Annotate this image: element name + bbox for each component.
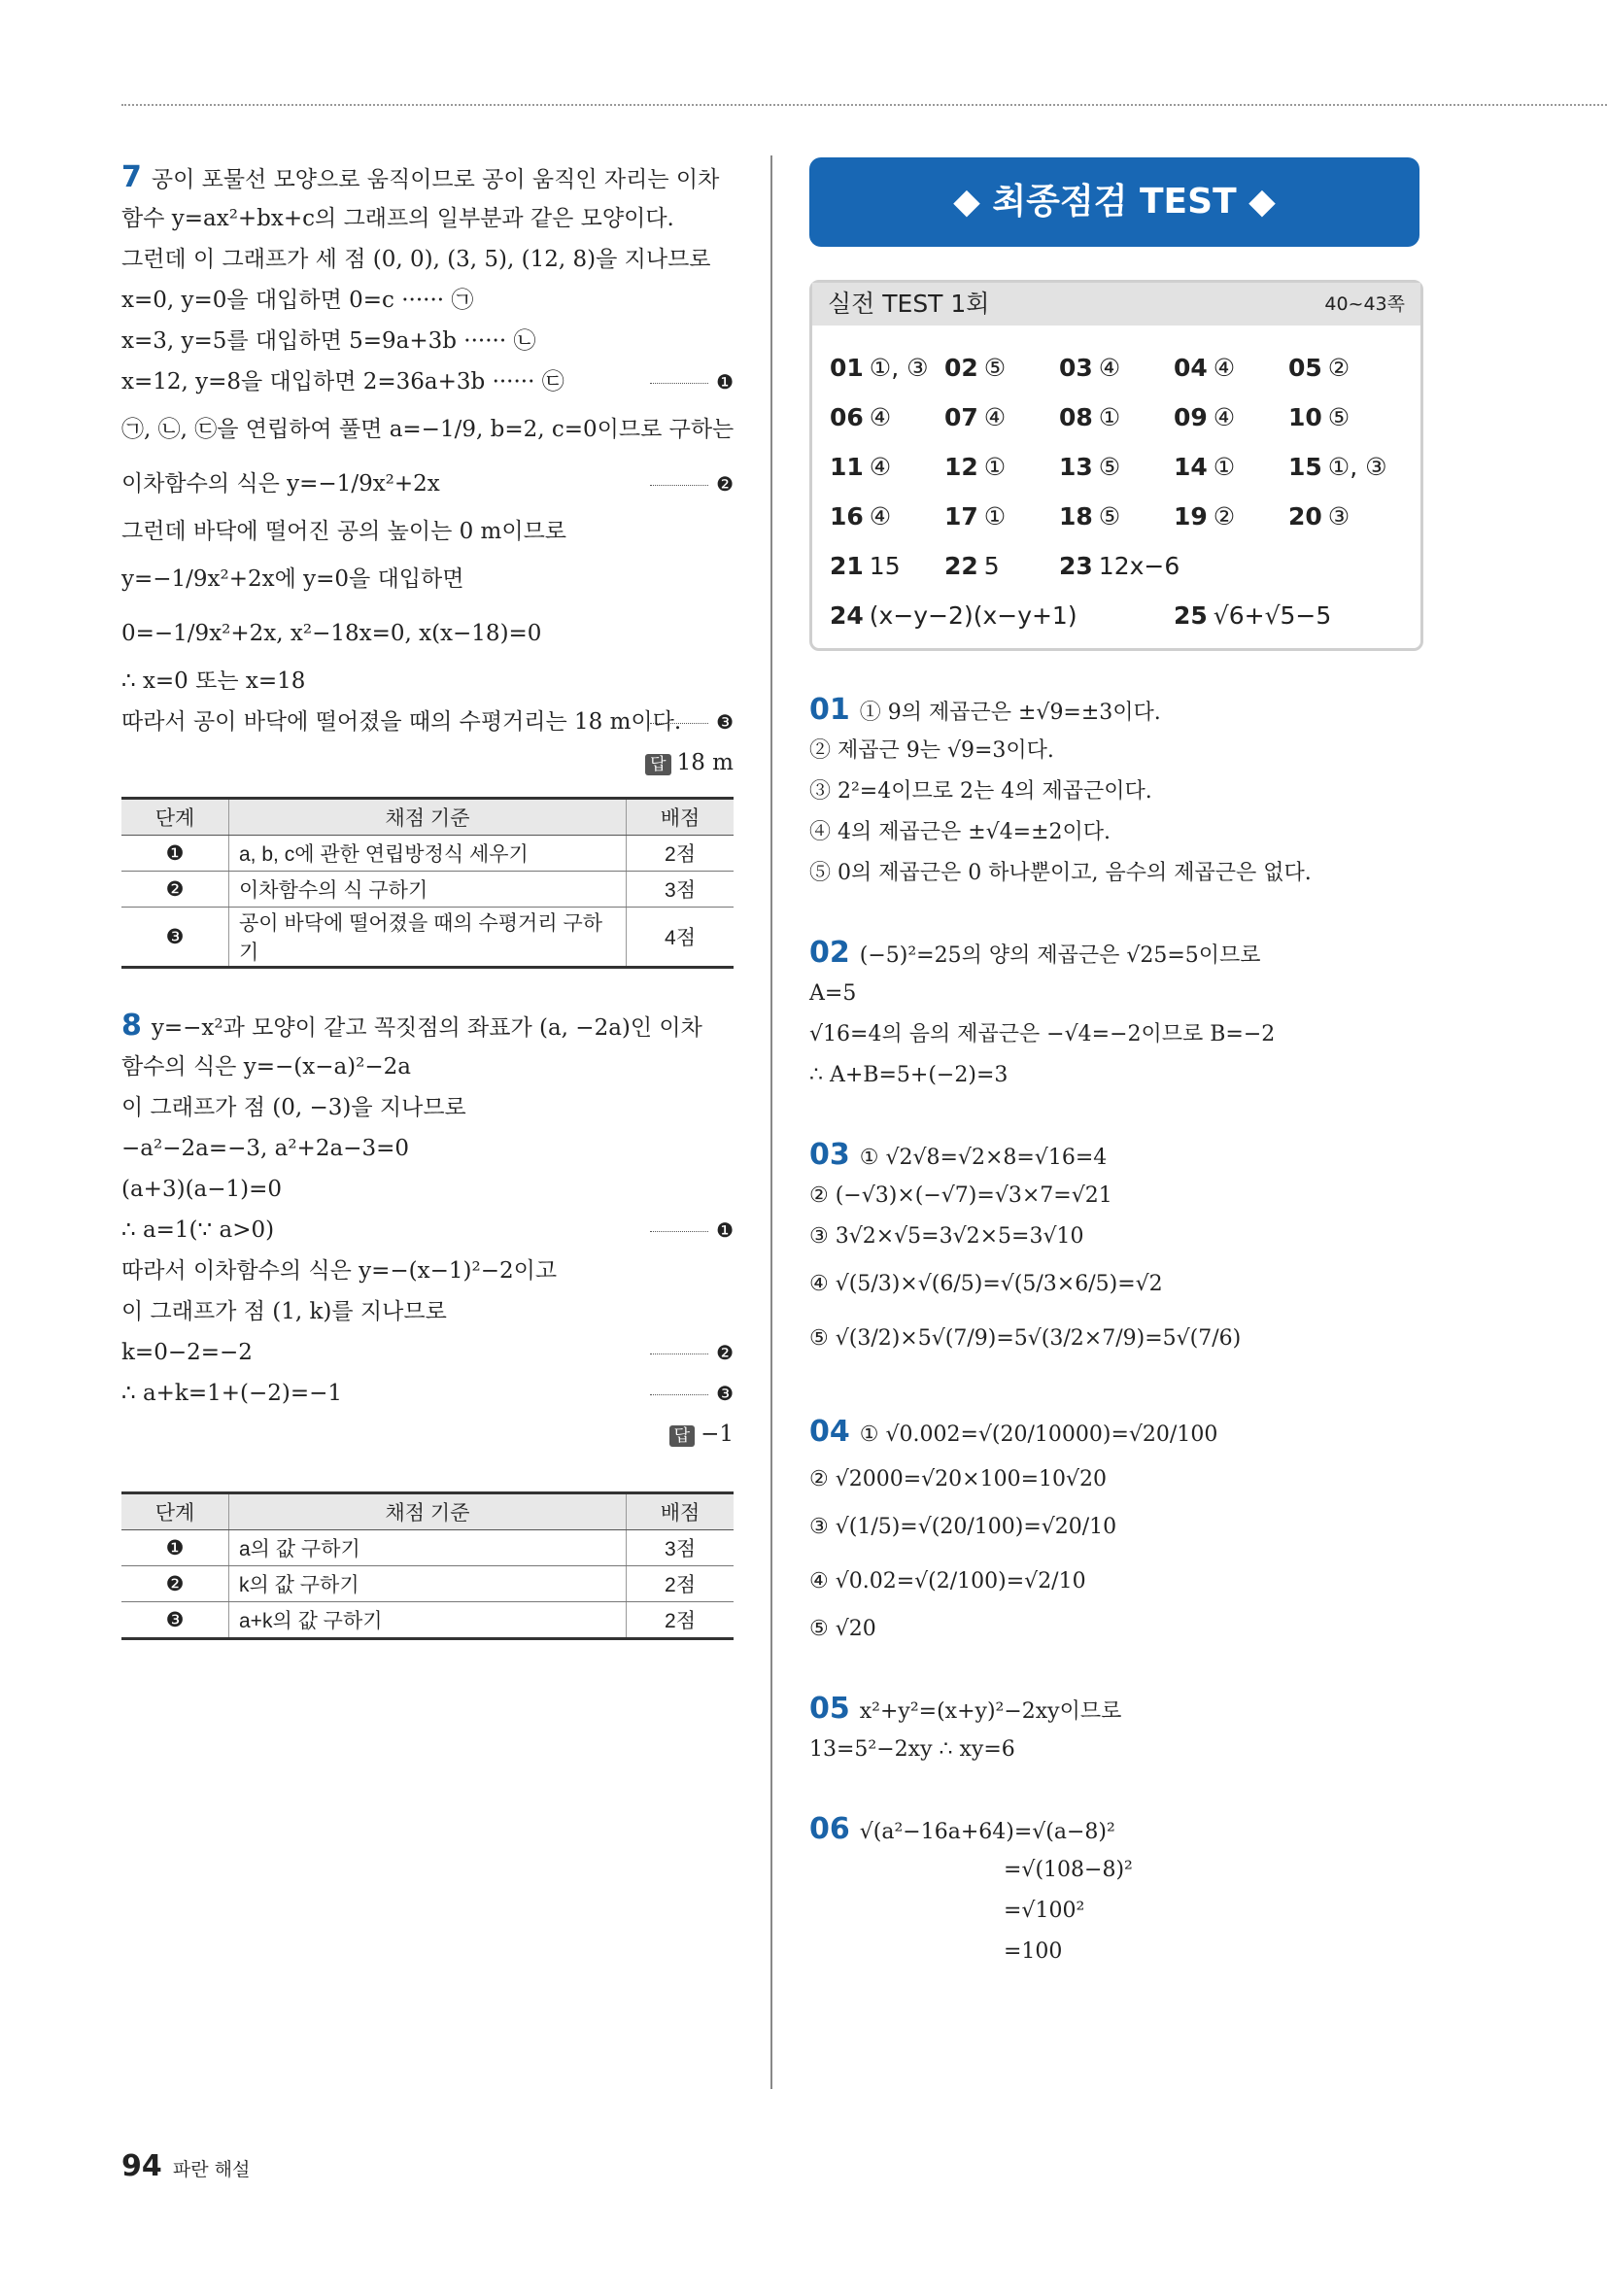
solution-line: ④ √0.02=√(2/100)=√2/10 [809, 1569, 1086, 1593]
answer-item: 01 ①, ③ [830, 354, 929, 382]
answer-item: 10 ⑤ [1288, 403, 1351, 431]
answer-item: 17 ① [944, 502, 1007, 531]
problem-number: 06 [809, 1812, 850, 1846]
table-row: ❶ a, b, c에 관한 연립방정식 세우기 2점 [121, 836, 734, 872]
answer-item: 21 15 [830, 552, 901, 580]
solution-line: ② (−√3)×(−√7)=√3×7=√21 [809, 1183, 1112, 1208]
solution-line: ③ 3√2×√5=3√2×5=3√10 [809, 1224, 1084, 1249]
solution-line: 13=5²−2xy ∴ xy=6 [809, 1737, 1015, 1762]
answer-line [121, 742, 734, 783]
step-marker: ❶ [650, 361, 734, 402]
solution-line: 따라서 공이 바닥에 떨어졌을 때의 수평거리는 18 m이다. ❸ [121, 702, 734, 742]
solution-line: 이 그래프가 점 (1, k)를 지나므로 [121, 1299, 447, 1324]
solution-line: x=12, y=8을 대입하면 2=36a+3b ······ ㉢ ❶ [121, 361, 734, 402]
table-header: 단계 [121, 799, 229, 836]
answer-item: 16 ④ [830, 502, 892, 531]
solution-line: ④ 4의 제곱근은 ±√4=±2이다. [809, 820, 1111, 844]
table-row: ❷ 이차함수의 식 구하기 3점 [121, 872, 734, 908]
solution-line: 06 √(a²−16a+64)=√(a−8)² [809, 1812, 1115, 1846]
solution-line: ⑤ 0의 제곱근은 0 하나뿐이고, 음수의 제곱근은 없다. [809, 861, 1312, 885]
solution-line: 이차함수의 식은 y=−1/9x²+2x ❷ [121, 457, 734, 511]
answer-grid [812, 326, 1420, 648]
footer-label: 파란 해설 [172, 2159, 251, 2180]
problem-7 [121, 157, 734, 969]
table-row: ❸ a+k의 값 구하기 2점 [121, 1602, 734, 1639]
solution-line: 7 공이 포물선 모양으로 움직이므로 공이 움직인 자리는 이차 [121, 160, 720, 194]
step-marker: ❸ [650, 1373, 734, 1414]
solution-line: 03 ① √2√8=√2×8=√16=4 [809, 1138, 1108, 1172]
step-marker: ❷ [650, 1332, 734, 1373]
solution-line: 그런데 바닥에 떨어진 공의 높이는 0 m이므로 [121, 519, 567, 544]
section-banner: ◆ 최종점검 TEST ◆ [809, 157, 1419, 247]
solution-line: ㉠, ㉡, ㉢을 연립하여 풀면 a=−1/9, b=2, c=0이므로 구하는 [121, 417, 735, 442]
answer-item: 07 ④ [944, 403, 1007, 431]
answer-item: 19 ② [1174, 502, 1236, 531]
solution-05 [809, 1689, 1431, 1770]
solution-line: ④ √(5/3)×√(6/5)=√(5/3×6/5)=√2 [809, 1272, 1163, 1296]
column-divider [770, 155, 772, 2089]
solution-01 [809, 690, 1431, 894]
answer-item: 09 ④ [1174, 403, 1236, 431]
solution-line: 05 x²+y²=(x+y)²−2xy이므로 [809, 1692, 1122, 1726]
answer-label: 답 [669, 1425, 695, 1447]
top-dotted-rule [121, 104, 1607, 106]
answer-item: 06 ④ [830, 403, 892, 431]
answer-value: −1 [701, 1422, 734, 1447]
problem-number: 05 [809, 1692, 850, 1726]
solution-line: =100 [1004, 1939, 1063, 1964]
problem-number: 03 [809, 1138, 850, 1172]
solution-line: ∴ a=1(∵ a>0) ❶ [121, 1210, 734, 1251]
scoring-table [121, 1491, 734, 1640]
table-header: 단계 [121, 1493, 229, 1530]
answer-item: 13 ⑤ [1059, 453, 1121, 481]
answer-label: 답 [645, 754, 670, 775]
table-header: 채점 기준 [229, 1493, 627, 1530]
right-column [809, 157, 1431, 1972]
answer-item: 14 ① [1174, 453, 1236, 481]
problem-number: 01 [809, 693, 850, 727]
problem-number: 8 [121, 1009, 142, 1043]
table-header: 배점 [627, 1493, 735, 1530]
answer-item: 04 ④ [1174, 354, 1236, 382]
answer-item: 05 ② [1288, 354, 1351, 382]
answer-key-header [812, 283, 1420, 326]
solution-line: ∴ a+k=1+(−2)=−1 ❸ [121, 1373, 734, 1414]
solution-line: 함수의 식은 y=−(x−a)²−2a [121, 1054, 411, 1079]
solution-03 [809, 1135, 1431, 1366]
page-number: 94 [121, 2149, 162, 2183]
answer-item: 25 √6+√5−5 [1174, 601, 1332, 630]
solution-line: x=3, y=5를 대입하면 5=9a+3b ······ ㉡ [121, 328, 536, 354]
solution-line: ② 제곱근 9는 √9=3이다. [809, 738, 1054, 763]
solution-line: 02 (−5)²=25의 양의 제곱근은 √25=5이므로 [809, 936, 1261, 970]
solution-line: k=0−2=−2 ❷ [121, 1332, 734, 1373]
answer-item: 23 12x−6 [1059, 552, 1180, 580]
table-row: ❷ k의 값 구하기 2점 [121, 1566, 734, 1602]
answer-item: 12 ① [944, 453, 1007, 481]
scoring-table [121, 797, 734, 969]
answer-item: 18 ⑤ [1059, 502, 1121, 531]
test-title: 실전 TEST 1회 [828, 290, 990, 318]
solution-line: ③ √(1/5)=√(20/100)=√20/10 [809, 1515, 1117, 1539]
answer-item: 11 ④ [830, 453, 892, 481]
solution-line: x=0, y=0을 대입하면 0=c ······ ㉠ [121, 288, 474, 313]
answer-item: 02 ⑤ [944, 354, 1007, 382]
solution-line: 01 ① 9의 제곱근은 ±√9=±3이다. [809, 693, 1161, 727]
step-marker: ❸ [650, 702, 734, 742]
solution-line: ⑤ √(3/2)×5√(7/9)=5√(3/2×7/9)=5√(7/6) [809, 1326, 1242, 1351]
solution-line: 0=−1/9x²+2x, x²−18x=0, x(x−18)=0 [121, 621, 542, 646]
solution-line: 04 ① √0.002=√(20/10000)=√20/100 [809, 1415, 1218, 1449]
solution-line: ∴ x=0 또는 x=18 [121, 668, 306, 694]
step-marker: ❶ [650, 1210, 734, 1251]
solution-line: −a²−2a=−3, a²+2a−3=0 [121, 1136, 409, 1161]
answer-line [121, 1414, 734, 1455]
table-header: 채점 기준 [229, 799, 627, 836]
solution-line: 함수 y=ax²+bx+c의 그래프의 일부분과 같은 모양이다. [121, 206, 674, 231]
solution-line: =√(108−8)² [1004, 1858, 1133, 1882]
solution-line: 따라서 이차함수의 식은 y=−(x−1)²−2이고 [121, 1258, 558, 1284]
answer-item: 24 (x−y−2)(x−y+1) [830, 601, 1077, 630]
solution-04 [809, 1405, 1431, 1650]
answer-key-box [809, 280, 1423, 651]
solution-line: y=−1/9x²+2x에 y=0을 대입하면 [121, 566, 464, 592]
answer-item: 03 ④ [1059, 354, 1121, 382]
answer-item: 22 5 [944, 552, 1000, 580]
table-header: 배점 [627, 799, 735, 836]
step-marker: ❷ [650, 457, 734, 511]
problem-number: 7 [121, 160, 142, 194]
problem-8 [121, 1006, 734, 1640]
solution-line: =√100² [1004, 1899, 1085, 1923]
solution-line: ⑤ √20 [809, 1617, 876, 1641]
solution-line: √16=4의 음의 제곱근은 −√4=−2이므로 B=−2 [809, 1022, 1276, 1046]
problem-number: 02 [809, 936, 850, 970]
solution-02 [809, 933, 1431, 1096]
solution-line: A=5 [809, 981, 857, 1006]
table-row: ❸ 공이 바닥에 떨어졌을 때의 수평거리 구하기 4점 [121, 908, 734, 968]
solution-line: ② √2000=√20×100=10√20 [809, 1467, 1108, 1491]
solution-line: (a+3)(a−1)=0 [121, 1177, 283, 1202]
page-footer [121, 2149, 250, 2183]
solution-line: 그런데 이 그래프가 세 점 (0, 0), (3, 5), (12, 8)을 지나므로 [121, 247, 711, 272]
left-column [121, 157, 734, 1640]
solution-06 [809, 1809, 1431, 1972]
table-row: ❶ a의 값 구하기 3점 [121, 1530, 734, 1566]
page-range: 40~43쪽 [1324, 293, 1405, 315]
problem-number: 04 [809, 1415, 850, 1449]
solution-line: ③ 2²=4이므로 2는 4의 제곱근이다. [809, 779, 1152, 804]
answer-item: 20 ③ [1288, 502, 1351, 531]
answer-item: 08 ① [1059, 403, 1121, 431]
answer-item: 15 ①, ③ [1288, 453, 1387, 481]
answer-value: 18 m [676, 750, 734, 775]
solution-line: 이 그래프가 점 (0, −3)을 지나므로 [121, 1095, 466, 1120]
solution-line: ∴ A+B=5+(−2)=3 [809, 1063, 1009, 1087]
solution-line: 8 y=−x²과 모양이 같고 꼭짓점의 좌표가 (a, −2a)인 이차 [121, 1009, 702, 1043]
